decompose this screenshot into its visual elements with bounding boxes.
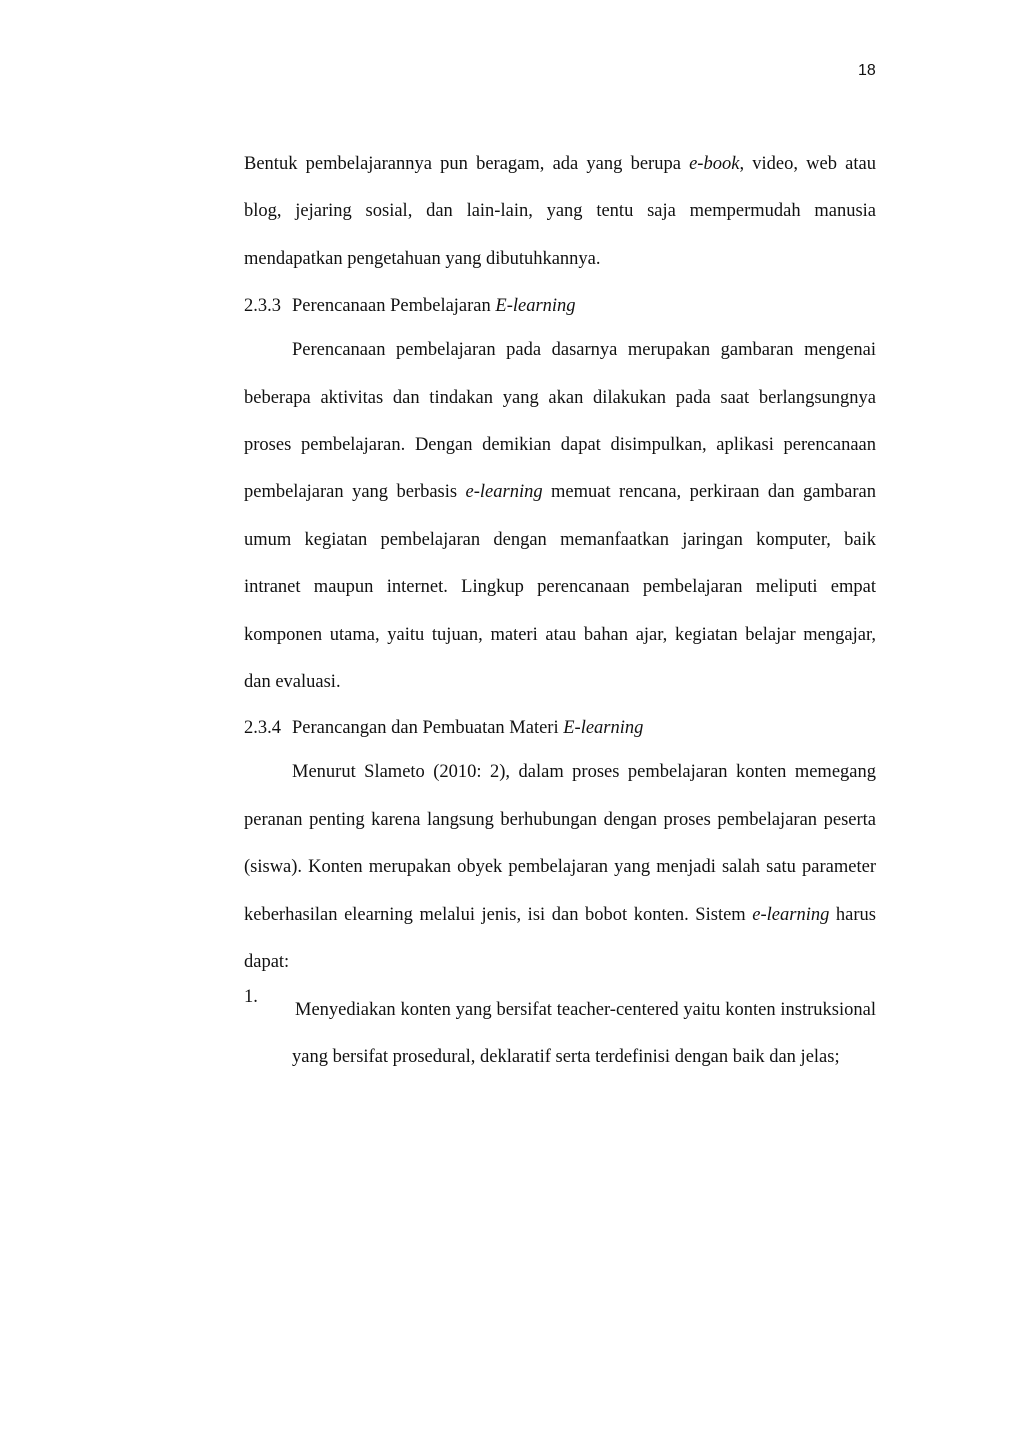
section-number: 2.3.4 [244, 718, 281, 739]
paragraph-italic-elearning: e-learning [465, 482, 543, 503]
section-title: Perencanaan Pembelajaran [292, 296, 496, 317]
intro-paragraph [244, 141, 876, 283]
section-heading-2-3-3 [244, 293, 876, 319]
list-item-content: Menyediakan konten yang bersifat teacher-centered yaitu konten instruksional yang bersifat prosedural, deklaratif serta terdefinisi dengan baik dan jelas; [292, 999, 876, 1067]
list-item [244, 987, 876, 1082]
page-number: 18 [858, 62, 876, 79]
paragraph-italic-elearning: e-learning [752, 904, 830, 925]
intro-text-1: Bentuk pembelajarannya pun beragam, ada yang berupa [244, 154, 690, 174]
paragraph-text-2: memuat rencana, perkiraan dan gambaran umum kegiatan pembelajaran dengan memanfaatkan jaringan komputer, baik intranet maupun internet. Lingkup perencanaan pembelajaran meliputi empat komponen utama, yaitu tujuan, materi atau bahan ajar, kegiatan belajar mengajar, dan evaluasi. [244, 482, 876, 693]
paragraph-text-1: Menurut Slameto (2010: 2), dalam proses pembelajaran konten memegang peranan penting karena langsung berhubungan dengan proses pembelajaran peserta (siswa). Konten merupakan obyek pembelajaran yang menjadi salah satu parameter keberhasilan elearning melalui jenis, isi dan bobot konten. Sistem [244, 762, 876, 925]
paragraph-text-1: Perencanaan pembelajaran pada dasarnya merupakan gambaran mengenai beberapa aktivitas dan tindakan yang akan dilakukan pada saat berlangsungnya proses pembelajaran. Dengan demikian dapat disimpulkan, aplikasi perencanaan pembelajaran yang berbasis [244, 340, 876, 503]
section-2-3-4-paragraph [244, 749, 876, 986]
intro-text-2: , video, web atau blog, jejaring sosial, dan lain-lain, yang tentu saja mempermudah manusia mendapatkan pengetahuan yang dibutuhkannya. [244, 154, 876, 269]
section-title-italic: E-learning [495, 296, 576, 317]
intro-italic-ebook: e-book [689, 154, 740, 174]
section-title-italic: E-learning [563, 718, 644, 739]
section-heading-2-3-4 [244, 715, 876, 741]
paragraph-text-2: harus dapat: [244, 904, 876, 973]
section-2-3-3-paragraph [244, 327, 876, 706]
section-number: 2.3.3 [244, 296, 281, 317]
list-marker: 1. [244, 986, 258, 1007]
section-title: Perancangan dan Pembuatan Materi [292, 718, 564, 739]
list-item-text [292, 987, 876, 1082]
document-body [244, 141, 876, 1081]
